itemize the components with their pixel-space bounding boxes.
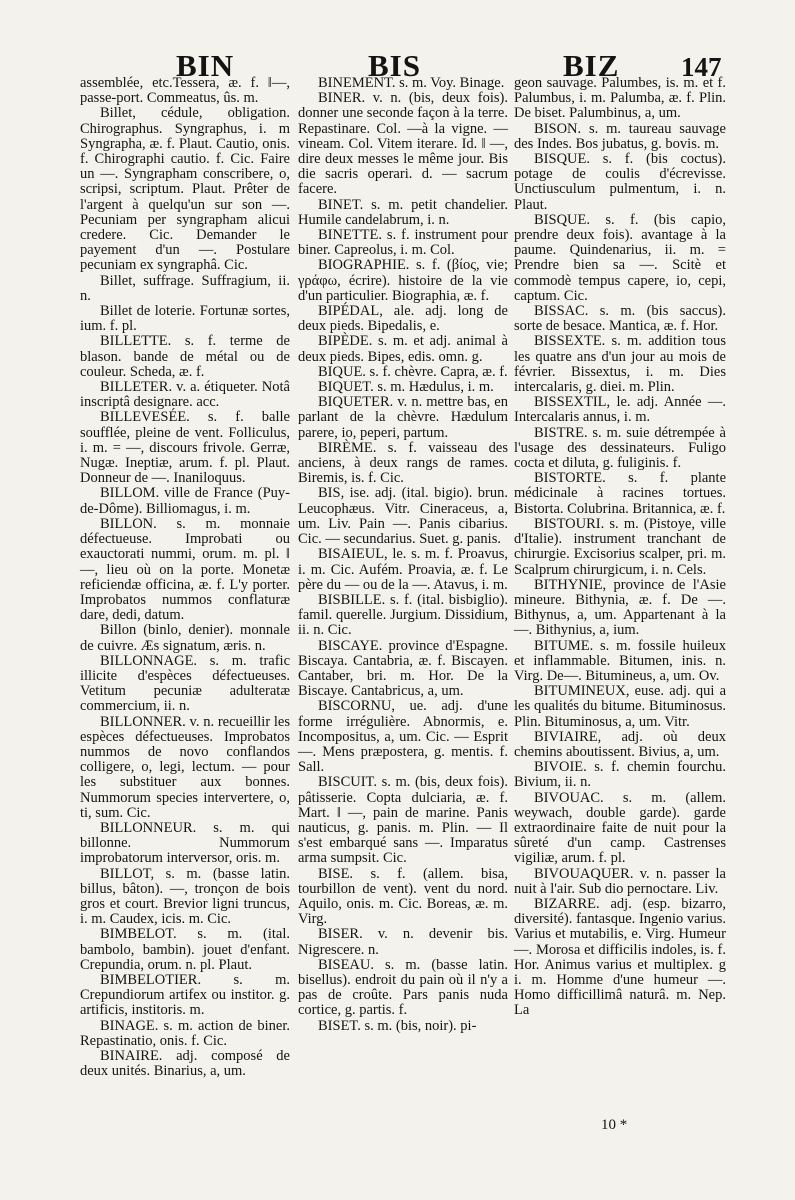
entry: BIVIAIRE, adj. où deux chemins aboutissent. Bivius, a, um. bbox=[514, 728, 726, 760]
entry: BISTOURI. s. m. (Pistoye, ville d'Italie). instrument tranchant de chirurgie. Excisorius scalper, pri. m. Scalprum chirurgicum, i. n. Cels. bbox=[514, 515, 726, 578]
signature-mark: 10 * bbox=[601, 1117, 628, 1133]
entry: BITUME. s. m. fossile huileux et inflammable. Bitumen, inis. n. Virg. De—. Bitumineus, a, um. Ov. bbox=[514, 637, 726, 684]
entry: BINETTE. s. f. instrument pour biner. Capreolus, i. m. Col. bbox=[298, 227, 508, 259]
entry: BISCAYE. province d'Espagne. Biscaya. Cantabria, æ. f. Biscayen. Cantaber, bri. m. Hor. De la Biscaye. Cantabricus, a, um. bbox=[298, 637, 508, 700]
entry: BILLETER. v. a. étiqueter. Notâ inscriptâ designare. acc. bbox=[80, 379, 290, 411]
page-number: 147 bbox=[681, 52, 722, 82]
entry: BIS, ise. adj. (ital. bigio). brun. Leucophæus. Vitr. Cineraceus, a, um. Liv. Pain —. Panis cibarius. Cic. — secundarius. Suet. g. panis. bbox=[298, 485, 508, 548]
entry: Billet, cédule, obligation. Chirographus. Syngraphus, i. m Syngrapha, æ. f. Plaut. Cautio, onis. f. Chirographi cautio. f. Cic. Faire un —. Syngrapham conscribere, o, scripsi, scriptum. Plaut. Prêter de l'argent à quelqu'un sur son —. Pecuniam per syngrapham alicui credere. Cic. Demander le payement d'un —. Postulare pecuniam ex syngraphâ. Cic. bbox=[80, 105, 290, 274]
entry: geon sauvage. Palumbes, is. m. et f. Palumbus, i. m. Palumba, æ. f. Plin. De biset. Palumbinus, a, um. bbox=[514, 75, 726, 122]
entry: BISON. s. m. taureau sauvage des Indes. Bos jubatus, g. bovis. m. bbox=[514, 120, 726, 152]
entry: BINEMENT. s. m. Voy. Binage. bbox=[318, 75, 505, 91]
entry: BISER. v. n. devenir bis. Nigrescere. n. bbox=[298, 926, 508, 958]
entry: BILLOT, s. m. (basse latin. billus, bâton). —, tronçon de bois gros et court. Brevior ligni truncus, i. m. Caudex, icis. m. Cic. bbox=[80, 865, 290, 928]
entry: BITUMINEUX, euse. adj. qui a les qualités du bitume. Bituminosus. Plin. Bituminosus, a, um. Vitr. bbox=[514, 683, 726, 730]
entry: assemblée, etc.Tessera, æ. f. ‖—, passe-port. Commeatus, ûs. m. bbox=[80, 75, 290, 107]
entry: BISQUE. s. f. (bis coctus). potage de coulis d'écrevisse. Unctiusculum pulmentum, i. n. Plaut. bbox=[514, 151, 726, 213]
entry: BIVOUAQUER. v. n. passer la nuit à l'air. Sub dio pernoctare. Liv. bbox=[514, 865, 726, 897]
entry: BISEAU. s. m. (basse latin. bisellus). endroit du pain où il n'y a pas de croûte. Pars panis nuda cortice, g. partis. f. bbox=[298, 956, 508, 1019]
entry: BISCUIT. s. m. (bis, deux fois). pâtisserie. Copta dulciaria, æ. f. Mart. ‖ —, pain de marine. Panis nauticus, g. panis. m. Plin. — Il s'est embarqué sans —. Imparatus arma sumpsit. Cic. bbox=[298, 774, 508, 867]
column-1 bbox=[80, 76, 290, 1079]
entry: BIRÈME. s. f. vaisseau des anciens, à deux rangs de rames. Biremis, is. f. Cic. bbox=[298, 439, 508, 487]
entry: BILLON. s. m. monnaie défectueuse. Improbati ou exauctorati nummi, orum. m. pl. ‖ —, lieu où on la porte. Monetæ reficiendæ officina, æ. f. L'y porter. Improbatos nummos conflaturæ dare, dedi, datum. bbox=[80, 515, 290, 624]
entry: BIMBELOTIER. s. m. Crepundiorum artifex ou institor. g. artificis, institoris. m. bbox=[80, 971, 290, 1019]
entry: BISSEXTIL, le. adj. Année —. Intercalaris annus, i. m. bbox=[514, 394, 726, 426]
entry: BILLOM. ville de France (Puy-de-Dôme). Billiomagus, i. m. bbox=[80, 485, 290, 517]
entry: BIPÉDAL, ale. adj. long de deux pieds. Bipedalis, e. bbox=[298, 303, 508, 335]
entry: Billet, suffrage. Suffragium, ii. n. bbox=[80, 272, 290, 304]
entry: BIVOIE. s. f. chemin fourchu. Bivium, ii. n. bbox=[514, 759, 726, 791]
entry: BIMBELOT. s. m. (ital. bambolo, bambin). jouet d'enfant. Crepundia, orum. n. pl. Plaut. bbox=[80, 926, 290, 973]
entry: BISTRE. s. m. suie détrempée à l'usage des dessinateurs. Fuligo cocta et diluta, g. fuliginis. f. bbox=[514, 424, 726, 472]
entry: BILLONNER. v. n. recueillir les espèces défectueuses. Improbatos nummos de novo conflandos colligere, o, legi, lectum. — pour les substituer aux bonnes. Nummorum species intervertere, o, ti, sum. Cic. bbox=[80, 713, 290, 821]
entry: Billet de loterie. Fortunæ sortes, ium. f. pl. bbox=[80, 303, 290, 335]
entry: Billon (binlo, denier). monnale de cuivre. Æs signatum, æris. n. bbox=[80, 622, 290, 654]
entry: BINAGE. s. m. action de biner. Repastinatio, onis. f. Cic. bbox=[80, 1017, 290, 1049]
entry: BIQUETER. v. n. mettre bas, en parlant de la chèvre. Hædulum parere, io, peperi, partum. bbox=[298, 394, 508, 441]
entry: BITHYNIE, province de l'Asie mineure. Bithynia, æ. f. De —. Bithynus, a, um. Appartenant à la —. Bithynius, a, ium. bbox=[514, 576, 726, 639]
entry: BISE. s. f. (allem. bisa, tourbillon de vent). vent du nord. Aquilo, onis. m. Cic. Boreas, æ. m. Virg. bbox=[298, 865, 508, 928]
guide-word-right: BIZ bbox=[563, 48, 620, 83]
entry: BISSEXTE. s. m. addition tous les quatre ans d'un jour au mois de février. Bissextus, i. m. Dies intercalaris, g. diei. m. Plin. bbox=[514, 333, 726, 396]
entry: BILLONNAGE. s. m. trafic illicite d'espèces défectueuses. Vetitum pecuniæ adulteratæ commercium, ii. n. bbox=[80, 652, 290, 715]
entry: BIQUET. s. m. Hædulus, i. m. bbox=[318, 379, 494, 396]
column-2 bbox=[298, 76, 508, 1034]
entry: BILLETTE. s. f. terme de blason. bande de métal ou de couleur. Scheda, æ. f. bbox=[80, 333, 290, 380]
entry: BINER. v. n. (bis, deux fois). donner une seconde façon à la terre. Repastinare. Col. —à la vigne. — vineam. Col. Vitem iterare. Id. ‖ —, dire deux messes le même jour. Bis die sacris operari. d. — sacrum facere. bbox=[298, 90, 508, 198]
entry: BIQUE. s. f. chèvre. Capra, æ. f. bbox=[318, 363, 508, 380]
entry: BISCORNU, ue. adj. d'une forme irrégulière. Abnormis, e. Incompositus, a, um. Cic. — Esprit —. Mens præpostera, g. mentis. f. Sall. bbox=[298, 698, 508, 776]
entry: BISQUE. s. f. (bis capio, prendre deux fois). avantage à la paume. Quindenarius, ii. m. = Prendre bien sa —. Scitè et commodè tempus capere, io, cepi, captum. Cic. bbox=[514, 211, 726, 304]
entry: BISET. s. m. (bis, noir). pi- bbox=[318, 1017, 477, 1034]
entry: BISSAC. s. m. (bis saccus). sorte de besace. Mantica, æ. f. Hor. bbox=[514, 303, 726, 335]
entry: BISAIEUL, le. s. m. f. Proavus, i. m. Cic. Aufém. Proavia, æ. f. Le père du — ou de la —. Atavus, i. m. bbox=[298, 546, 508, 593]
entry: BILLONNEUR. s. m. qui billonne. Nummorum improbatorum interversor, oris. m. bbox=[80, 819, 290, 867]
column-3 bbox=[514, 76, 726, 1019]
entry: BIPÈDE. s. m. et adj. animal à deux pieds. Bipes, edis. omn. g. bbox=[298, 333, 508, 365]
entry: BIZARRE. adj. (esp. bizarro, diversité). fantasque. Ingenio varius. Varius et mutabilis, e. Virg. Humeur —. Morosa et difficilis indoles, is. f. Hor. Animus varius et multiplex. g i. m. Homme d'une humeur —. Homo difficillimâ naturâ. m. Nep. La bbox=[514, 895, 726, 1019]
entry: BILLEVESÉE. s. f. balle soufflée, pleine de vent. Folliculus, i. m. = —, discours frivole. Gerræ, Nugæ. Ineptiæ, arum. f. pl. Plaut. Donneur de —. Inaniloquus. bbox=[80, 409, 290, 487]
entry: BISTORTE. s. f. plante médicinale à racines tortues. Bistorta. Colubrina. Britannica, æ. f. bbox=[514, 470, 726, 517]
entry: BISBILLE. s. f. (ital. bisbiglio). famil. querelle. Jurgium. Dissidium, ii. n. Cic. bbox=[298, 591, 508, 639]
entry: BIOGRAPHIE. s. f. (βίος, vie; γράφω, écrire). histoire de la vie d'un particulier. Biographia, æ. f. bbox=[298, 257, 508, 304]
guide-word-center: BIS bbox=[368, 48, 421, 83]
entry: BINET. s. m. petit chandelier. Humile candelabrum, i. n. bbox=[298, 196, 508, 228]
entry: BIVOUAC. s. m. (allem. weywach, double garde). garde extraordinaire faite de nuit pour la sûreté d'un camp. Castrenses vigiliæ, arum. f. pl. bbox=[514, 789, 726, 867]
guide-word-left: BIN bbox=[176, 48, 235, 83]
entry: BINAIRE. adj. composé de deux unités. Binarius, a, um. bbox=[80, 1048, 290, 1080]
